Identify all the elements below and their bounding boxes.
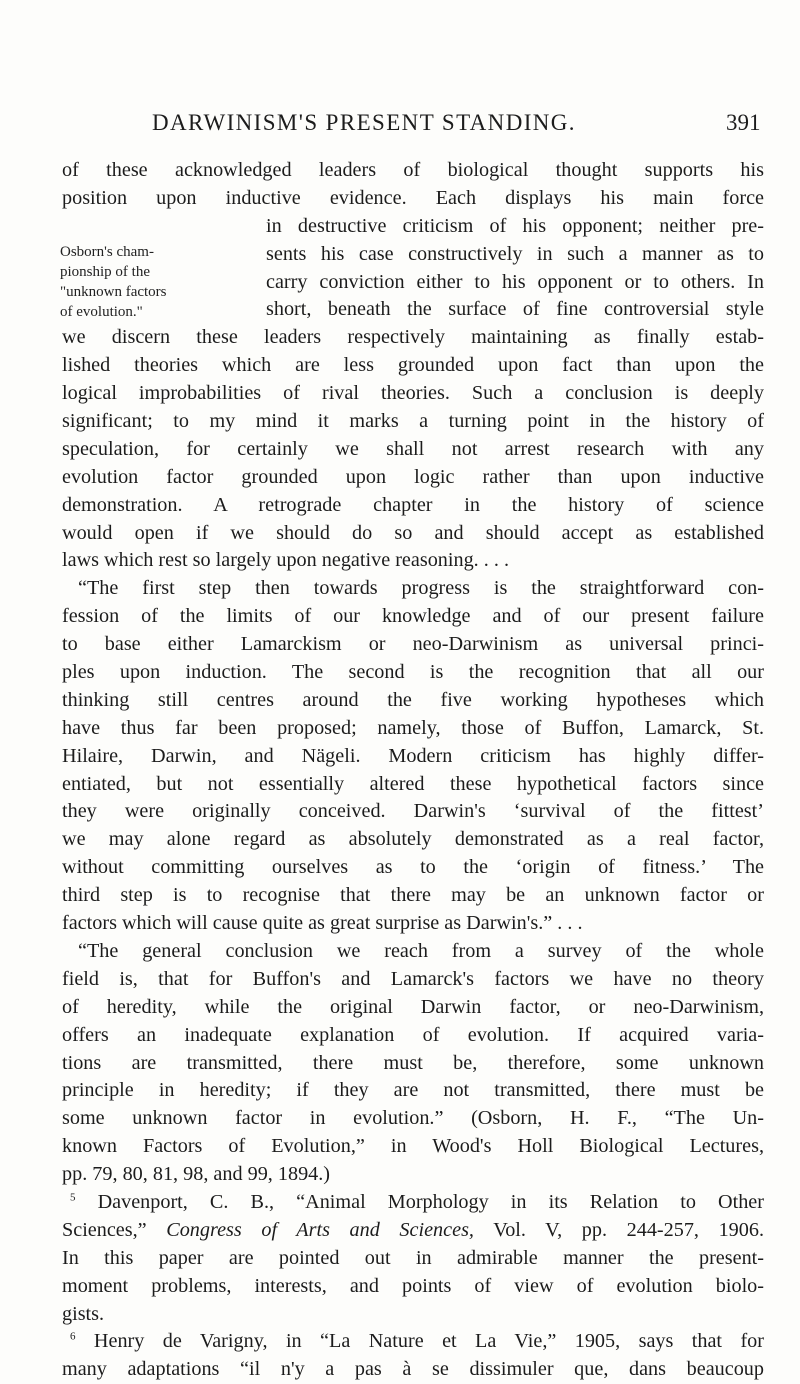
page-header — [0, 110, 800, 140]
text-line: sents his case constructively in such a manner as to — [266, 242, 764, 265]
margin-note-line: pionship of the — [60, 264, 150, 280]
footnote-text: Sciences,” — [62, 1218, 167, 1241]
margin-note-line: "unknown factors — [60, 284, 167, 300]
footnote-line: gists. — [62, 1302, 105, 1325]
text-line: without committing ourselves as to the ‘origin of fitness.’ The — [62, 856, 764, 879]
text-line: in destructive criticism of his opponent; neither pre- — [266, 214, 764, 237]
text-line: fession of the limits of our knowledge and of our present failure — [62, 605, 764, 628]
text-line: pp. 79, 80, 81, 98, and 99, 1894.) — [62, 1163, 331, 1186]
text-line: entiated, but not essentially altered these hypothetical factors since — [62, 772, 764, 795]
text-line: we may alone regard as absolutely demonstrated as a real factor, — [62, 828, 764, 851]
text-line: we discern these leaders respectively maintaining as finally estab- — [62, 326, 764, 349]
text-line: carry conviction either to his opponent or to others. In — [266, 270, 764, 293]
footnote-line: many adaptations “il n'y a pas à se dissimuler que, dans beaucoup — [62, 1358, 764, 1381]
footnote-6 — [62, 1328, 764, 1356]
body-text — [62, 157, 764, 1384]
running-head: DARWINISM'S PRESENT STANDING. — [152, 110, 576, 135]
journal-title: Congress of Arts and Sciences, — [166, 1218, 474, 1241]
footnote-mark: 5 — [70, 1191, 76, 1204]
footnote-5 — [62, 1189, 764, 1217]
footnote-text: Vol. V, pp. 244-257, 1906. — [473, 1218, 764, 1241]
text-line: evolution factor grounded upon logic rather than upon inductive — [62, 465, 764, 488]
text-line: thinking still centres around the five working hypotheses which — [62, 688, 764, 711]
text-line: some unknown factor in evolution.” (Osborn, H. F., “The Un- — [62, 1107, 764, 1130]
footnote-text: Davenport, C. B., “Animal Morphology in its Relation to Other — [75, 1190, 764, 1213]
text-line: laws which rest so largely upon negative reasoning. . . . — [62, 549, 510, 572]
text-line: of heredity, while the original Darwin factor, or neo-Darwinism, — [62, 995, 764, 1018]
text-line: offers an inadequate explanation of evolution. If acquired varia- — [62, 1023, 764, 1046]
text-line: speculation, for certainly we shall not arrest research with any — [62, 437, 764, 460]
footnote-mark: 6 — [70, 1330, 76, 1343]
footnote-line: moment problems, interests, and points of view of evolution biolo- — [62, 1274, 764, 1297]
text-line: factors which will cause quite as great surprise as Darwin's.” . . . — [62, 912, 583, 935]
text-line: third step is to recognise that there may be an unknown factor or — [62, 884, 764, 907]
text-line: ples upon induction. The second is the recognition that all our — [62, 661, 764, 684]
text-line: “The first step then towards progress is the straightforward con- — [78, 577, 764, 600]
margin-note-line: Osborn's cham- — [60, 244, 154, 260]
text-line: of these acknowledged leaders of biological thought supports his — [62, 159, 764, 181]
text-line: logical improbabilities of rival theories. Such a conclusion is deeply — [62, 382, 764, 405]
footnote-line — [62, 1217, 764, 1245]
text-line: “The general conclusion we reach from a survey of the whole — [78, 939, 764, 962]
text-line: Hilaire, Darwin, and Nägeli. Modern criticism has highly differ- — [62, 744, 764, 767]
page-number: 391 — [726, 110, 761, 135]
text-line: short, beneath the surface of fine controversial style — [266, 298, 764, 321]
text-line: they were originally conceived. Darwin's ‘survival of the fittest’ — [62, 800, 764, 823]
text-line: would open if we should do so and should accept as established — [62, 521, 764, 544]
text-line: position upon inductive evidence. Each displays his main force — [62, 186, 764, 209]
text-line: significant; to my mind it marks a turning point in the history of — [62, 410, 764, 433]
margin-note-line: of evolution." — [60, 304, 143, 320]
text-line: tions are transmitted, there must be, therefore, some unknown — [62, 1051, 764, 1074]
text-line: lished theories which are less grounded upon fact than upon the — [62, 354, 764, 377]
footnote-text: Henry de Varigny, in “La Nature et La Vie,” 1905, says that for — [75, 1330, 764, 1353]
text-line: principle in heredity; if they are not transmitted, there must be — [62, 1079, 764, 1102]
text-line: to base either Lamarckism or neo-Darwinism as universal princi- — [62, 633, 764, 656]
text-line: known Factors of Evolution,” in Wood's Holl Biological Lectures, — [62, 1135, 764, 1158]
footnote-line: In this paper are pointed out in admirable manner the present- — [62, 1246, 764, 1269]
text-line: have thus far been proposed; namely, those of Buffon, Lamarck, St. — [62, 716, 764, 739]
text-line: field is, that for Buffon's and Lamarck's factors we have no theory — [62, 967, 764, 990]
text-line: demonstration. A retrograde chapter in the history of science — [62, 493, 764, 516]
